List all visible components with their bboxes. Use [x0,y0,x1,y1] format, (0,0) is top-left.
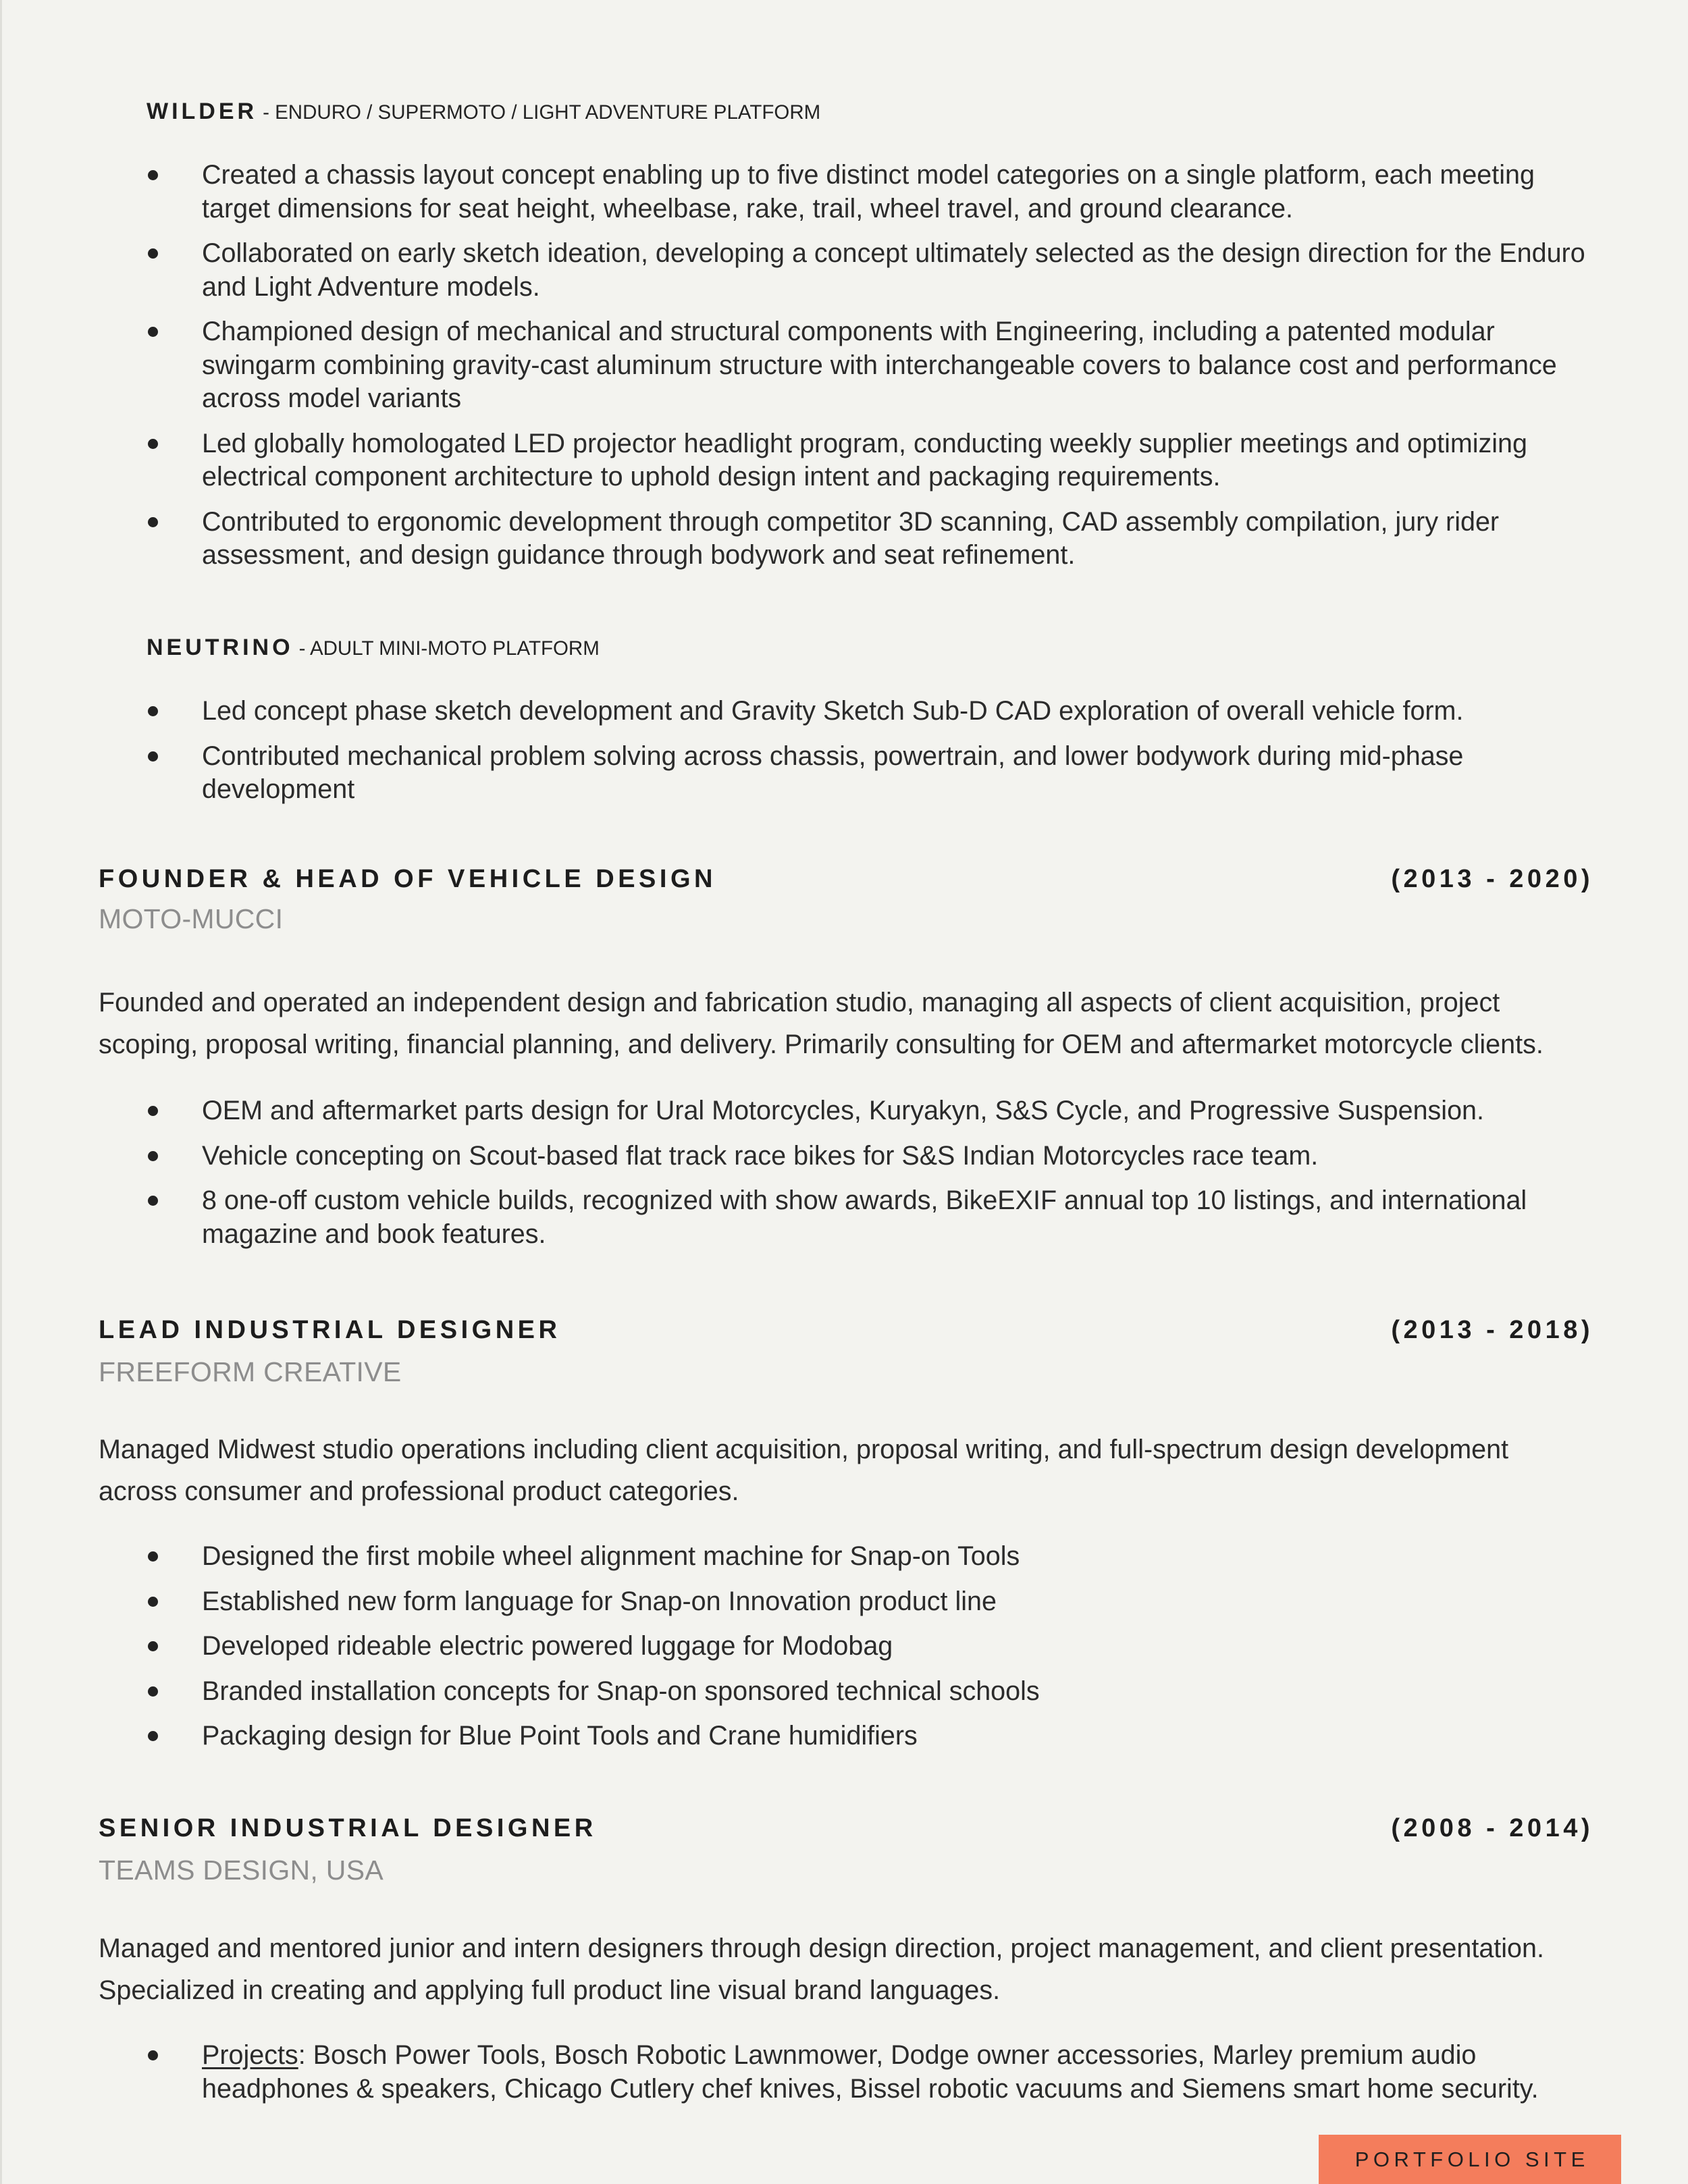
list-item [143,1630,1676,1663]
bullet-icon [148,1151,158,1161]
list-item [143,1094,1676,1128]
job-description: Founded and operated an independent design and fabrication studio, managing all aspects of client acquisition, project scoping, proposal writing, financial planning, and delivery. Primarily consulting for OEM and aftermarket motorcycle clients. [99,988,1544,1059]
list-item [143,695,1676,728]
job-header [99,862,1593,896]
bullet-icon [148,248,158,259]
wilder-bullet-list [143,159,1676,584]
bullet-text: Contributed to ergonomic development through competitor 3D scanning, CAD assembly compilation, jury rider assessment, and design guidance through bodywork and seat refinement. [202,506,1500,570]
founder-bullet-list [143,1094,1676,1262]
bullet-text: Created a chassis layout concept enabling up to five distinct model categories on a single platform, each meeting target dimensions for seat height, wheelbase, rake, trail, wheel travel, and ground clearance. [202,160,1535,223]
bullet-text [202,2039,1676,2106]
bullet-icon [148,1106,158,1116]
company-name: FREEFORM CREATIVE [99,1356,402,1387]
bullet-text: Collaborated on early sketch ideation, developing a concept ultimately selected as the design direction for the Enduro and Light Adventure models. [202,238,1585,302]
bullet-icon [148,327,158,337]
job-dates: (2008 - 2014) [1391,1814,1593,1842]
bullet-text: OEM and aftermarket parts design for Ural Motorcycles, Kuryakyn, S&S Cycle, and Progressive Suspension. [202,1096,1484,1125]
project-name: WILDER [147,99,258,124]
bullet-icon [148,170,158,180]
bullet-text: Designed the first mobile wheel alignment machine for Snap-on Tools [202,1541,1020,1571]
bullet-text: Led globally homologated LED projector headlight program, conducting weekly supplier meetings and optimizing electrical component architecture to uphold design intent and packaging requirements. [202,428,1527,491]
job-header [99,1313,1593,1347]
project-heading-neutrino [147,631,600,669]
job-header [99,1811,1593,1845]
list-item [143,1720,1676,1753]
bullet-icon [148,751,158,762]
job-description: Managed and mentored junior and intern designers through design direction, project management, and client presentation. Specialized in creating and applying full product line visual brand languages. [99,1934,1544,2005]
bullet-icon [148,1731,158,1741]
list-item [143,159,1676,225]
bullet-text: 8 one-off custom vehicle builds, recognized with show awards, BikeEXIF annual top 10 listings, and international magazine and book features. [202,1186,1527,1249]
bullet-text: Established new form language for Snap-on Innovation product line [202,1586,997,1616]
bullet-text: Championed design of mechanical and structural components with Engineering, including a patented modular swingarm combining gravity-cast aluminum structure with interchangeable covers to balance cost and performance across model variants [202,317,1557,413]
bullet-icon [148,517,158,527]
list-item [143,1140,1676,1173]
list-item [143,2039,1676,2106]
company-name: TEAMS DESIGN, USA [99,1855,384,1886]
bullet-icon [148,439,158,449]
bullet-icon [148,2050,158,2060]
job-dates: (2013 - 2018) [1391,1316,1593,1344]
bullet-icon [148,1196,158,1206]
bullet-icon [148,706,158,716]
lead-bullet-list [143,1540,1676,1765]
bullet-icon [148,1641,158,1651]
list-item [143,1585,1676,1619]
bullet-icon [148,1597,158,1607]
job-title: FOUNDER & HEAD OF VEHICLE DESIGN [99,865,716,893]
neutrino-bullet-list [143,695,1676,818]
bullet-text: Developed rideable electric powered luggage for Modobag [202,1631,893,1661]
list-item [143,740,1676,807]
list-item [143,1540,1676,1574]
project-subtitle: - ENDURO / SUPERMOTO / LIGHT ADVENTURE PLATFORM [263,101,821,124]
project-heading-wilder [147,95,820,133]
bullet-icon [148,1551,158,1562]
project-name: NEUTRINO [147,635,294,660]
list-item [143,237,1676,304]
bullet-text: Vehicle concepting on Scout-based flat track race bikes for S&S Indian Motorcycles race team. [202,1140,1319,1171]
senior-bullet-list [143,2039,1676,2117]
job-description: Managed Midwest studio operations including client acquisition, proposal writing, and full-spectrum design development across consumer and professional product categories. [99,1435,1509,1506]
list-item [143,427,1676,494]
portfolio-site-button[interactable]: PORTFOLIO SITE [1319,2135,1621,2184]
job-dates: (2013 - 2020) [1391,865,1593,893]
list-item [143,1675,1676,1709]
company-name: MOTO-MUCCI [99,903,284,934]
list-item [143,1184,1676,1251]
bullet-text: Packaging design for Blue Point Tools and Crane humidifiers [202,1721,918,1751]
projects-text: : Bosch Power Tools, Bosch Robotic Lawnmower, Dodge owner accessories, Marley premium audio headphones & speakers, Chicago Cutlery chef knives, Bissel robotic vacuums and Siemens smart home security. [202,2040,1539,2104]
list-item [143,315,1676,416]
bullet-text: Contributed mechanical problem solving across chassis, powertrain, and lower bodywork during mid-phase development [202,741,1464,804]
bullet-text: Led concept phase sketch development and Gravity Sketch Sub-D CAD exploration of overall vehicle form. [202,696,1464,726]
job-title: SENIOR INDUSTRIAL DESIGNER [99,1814,597,1842]
projects-label: Projects [202,2040,298,2070]
project-subtitle: - ADULT MINI-MOTO PLATFORM [298,637,600,660]
list-item [143,506,1676,572]
job-title: LEAD INDUSTRIAL DESIGNER [99,1316,561,1344]
bullet-icon [148,1686,158,1697]
bullet-text: Branded installation concepts for Snap-on sponsored technical schools [202,1676,1040,1706]
